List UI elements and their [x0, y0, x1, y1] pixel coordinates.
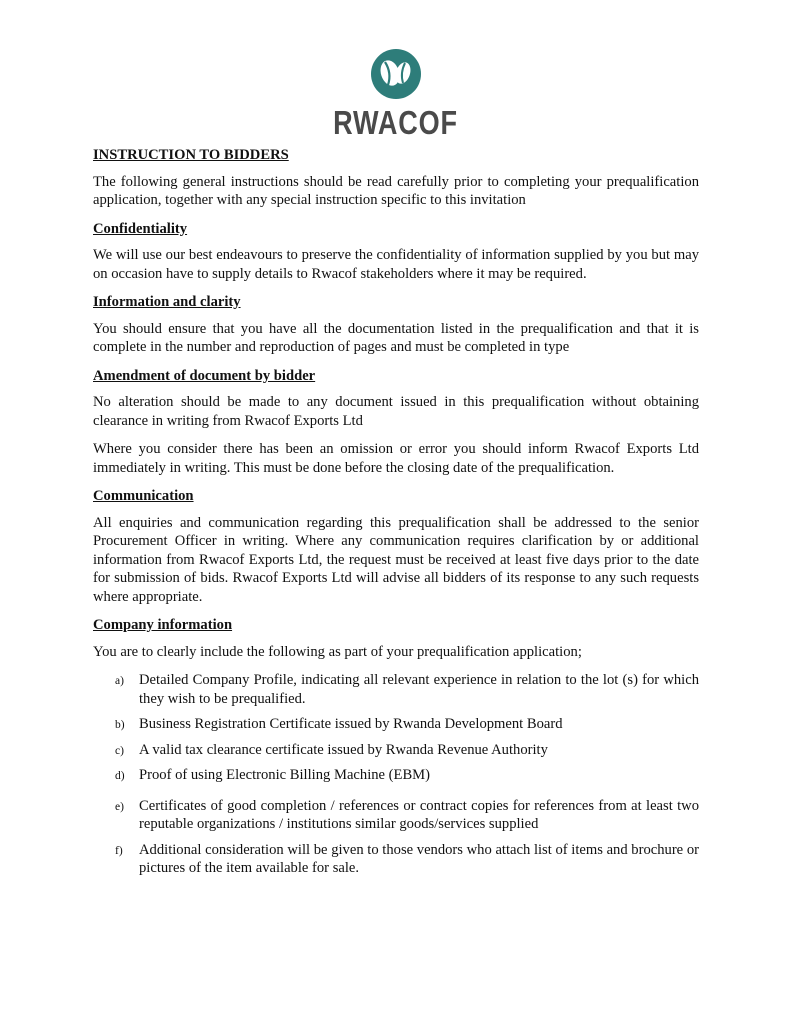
communication-paragraph: All enquiries and communication regarding this prequalification shall be addressed to the senior Procurement Officer in writing. Where any communication requires clarification by or additional information from Rwacof Exports Ltd, the request must be received at least five days prior to the date for submission of bids. Rwacof Exports Ltd will advise all bidders of its response to any such requests where appropriate.: [93, 514, 699, 605]
list-item-text: A valid tax clearance certificate issued by Rwanda Revenue Authority: [139, 741, 548, 758]
confidentiality-heading: Confidentiality: [93, 220, 188, 237]
list-item-text: Detailed Company Profile, indicating all relevant experience in relation to the lot (s) for which they wish to be prequalified.: [139, 672, 699, 707]
amendment-heading: Amendment of document by bidder: [93, 367, 316, 384]
list-marker: a): [115, 675, 124, 687]
list-item: [93, 741, 699, 760]
list-item-text: Proof of using Electronic Billing Machine (EBM): [139, 767, 431, 783]
amendment-paragraph: Where you consider there has been an omission or error you should inform Rwacof Exports Ltd immediately in writing. This must be done before the closing date of the prequalification.: [93, 441, 699, 476]
list-marker: c): [115, 744, 124, 757]
information-heading: Information and clarity: [93, 294, 241, 310]
list-item-text: Additional consideration will be given to those vendors who attach list of items and brochure or pictures of the item available for sale.: [139, 841, 699, 876]
list-marker: b): [115, 719, 125, 731]
list-marker: e): [115, 800, 124, 813]
list-item: [93, 797, 699, 834]
list-item: [93, 766, 699, 785]
logo-wordmark: RWACOF: [333, 104, 458, 141]
list-marker: f): [115, 844, 123, 857]
list-item-text: Certificates of good completion / references or contract copies for references from at least two reputable organizations / institutions similar goods/services supplied: [139, 797, 699, 832]
confidentiality-paragraph: We will use our best endeavours to preserve the confidentiality of information supplied by you but may on occasion have to supply details to Rwacof stakeholders where it may be required.: [93, 247, 699, 282]
company-info-heading: Company information: [93, 617, 233, 633]
amendment-paragraph: No alteration should be made to any document issued in this prequalification without obtaining clearance in writing from Rwacof Exports Ltd: [93, 394, 699, 429]
coffee-bean-icon: [370, 48, 422, 100]
list-item: [93, 715, 699, 734]
communication-heading: Communication: [93, 488, 194, 504]
information-paragraph: You should ensure that you have all the documentation listed in the prequalification and that it is complete in the number and reproduction of pages and must be completed in type: [93, 320, 699, 355]
document-body: [93, 146, 699, 885]
requirements-list: [93, 671, 699, 878]
list-item-text: Business Registration Certificate issued by Rwanda Development Board: [139, 716, 563, 732]
company-info-paragraph: You are to clearly include the following as part of your prequalification application;: [93, 643, 582, 660]
list-marker: d): [115, 770, 125, 782]
company-logo: [0, 48, 791, 142]
intro-paragraph: The following general instructions should be read carefully prior to completing your prequalification application, together with any special instruction specific to this invitation: [93, 173, 699, 208]
list-item: [93, 671, 699, 708]
document-title: INSTRUCTION TO BIDDERS: [93, 147, 289, 163]
list-item: [93, 841, 699, 878]
